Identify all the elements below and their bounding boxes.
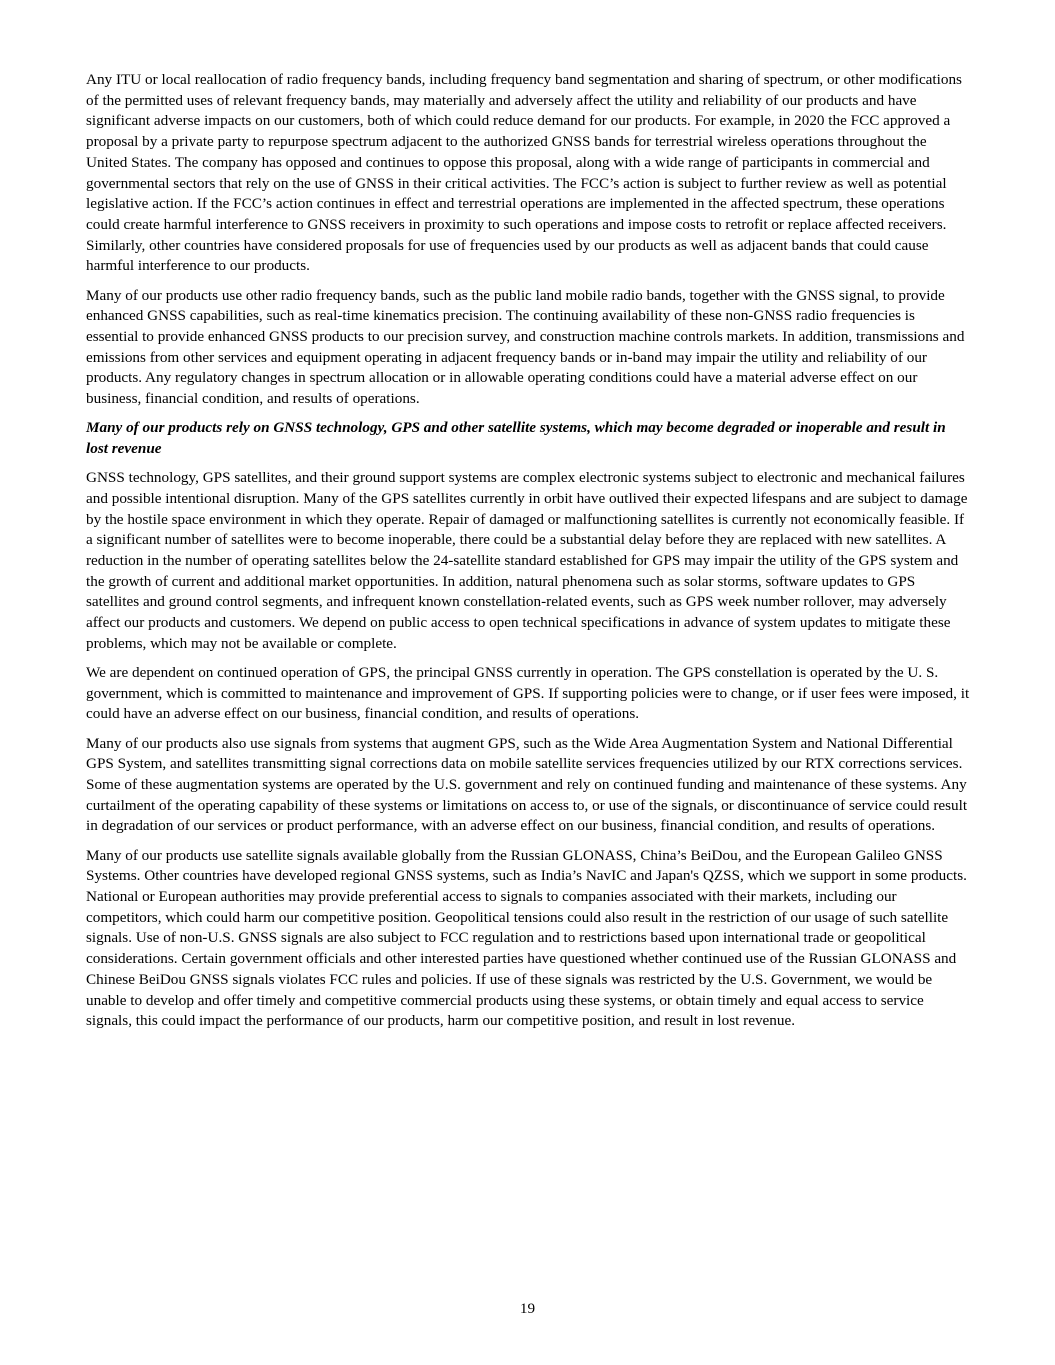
paragraph-global-signals: Many of our products use satellite signals available globally from the Russian GLONASS, China’s BeiDou, and the European Galileo GNSS Systems. Other countries have developed regional GNSS systems, such as India’s NavIC and Japan's QZSS, which we support in some products. National or European authorities may provide preferential access to signals to companies associated with their markets, including our competitors, which could harm our competitive position. Geopolitical tensions could also result in the restriction of our usage of such satellite signals. Use of non-U.S. GNSS signals are also subject to FCC regulation and to restrictions based upon international trade or geopolitical considerations. Certain government officials and other interested parties have questioned whether continued use of the Russian GLONASS and Chinese BeiDou GNSS signals violates FCC rules and policies. If use of these signals was restricted by the U.S. Government, we would be unable to develop and offer timely and competitive commercial products using these systems, or obtain timely and equal access to service signals, this could impact the performance of our products, harm our competitive position, and result in lost revenue. xyxy=(86,846,967,1030)
paragraph-gnss-technology: GNSS technology, GPS satellites, and their ground support systems are complex electronic systems subject to electronic and mechanical failures and possible intentional disruption. Many of the GPS satellites currently in orbit have outlived their expected lifespans and are subject to damage by the hostile space environment in which they operate. Repair of damaged or malfunctioning satellites is currently not economically feasible. If a significant number of satellites were to become inoperable, there could be a substantial delay before they are replaced with new satellites. A reduction in the number of operating satellites below the 24-satellite standard established for GPS may impair the utility of the GPS system and the growth of current and additional market opportunities. In addition, natural phenomena such as solar storms, software updates to GPS satellites and ground control segments, and infrequent known constellation-related events, such as GPS week number rollover, may adversely affect our products and customers. We depend on public access to open technical specifications in advance of system updates to mitigate these problems, which may not be available or complete. xyxy=(86,469,968,652)
paragraph-other-radio-bands: Many of our products use other radio frequency bands, such as the public land mobile radio bands, together with the GNSS signal, to provide enhanced GNSS capabilities, such as real-time kinematics precision. The continuing availability of these non-GNSS radio frequencies is essential to provide enhanced GNSS products to our precision survey, and construction machine controls markets. In addition, transmissions and emissions from other services and equipment operating in adjacent frequency bands or in-band may impair the utility and reliability of our products. Any regulatory changes in spectrum allocation or in allowable operating conditions could have a material adverse effect on our business, financial condition, and results of operations. xyxy=(86,286,965,408)
section-heading: Many of our products rely on GNSS technology, GPS and other satellite systems, which may become degraded or inoperable and result in lost revenue xyxy=(86,419,946,457)
paragraph-gps-dependence: We are dependent on continued operation of GPS, the principal GNSS currently in operation. The GPS constellation is operated by the U. S. government, which is committed to maintenance and improvement of GPS. If supporting policies were to change, or if user fees were imposed, it could have an adverse effect on our business, financial condition, and results of operations. xyxy=(86,663,970,723)
paragraph-augmentation-systems: Many of our products also use signals from systems that augment GPS, such as the Wide Area Augmentation System and National Differential GPS System, and satellites transmitting signal corrections data on mobile satellite services frequencies utilized by our RTX corrections services. Some of these augmentation systems are operated by the U.S. government and rely on continued funding and maintenance of these systems. Any curtailment of the operating capability of these systems or limitations on access to, or use of the signals, or discontinuance of service could result in degradation of our services or product performance, with an adverse effect on our business, financial condition, and results of operations. xyxy=(86,734,968,835)
paragraph-itu-reallocation: Any ITU or local reallocation of radio frequency bands, including frequency band segmentation and sharing of spectrum, or other modifications of the permitted uses of relevant frequency bands, may materially and adversely affect the utility and reliability of our products and have significant adverse impacts on our customers, both of which could reduce demand for our products. For example, in 2020 the FCC approved a proposal by a private party to repurpose spectrum adjacent to the authorized GNSS bands for terrestrial wireless operations throughout the United States. The company has opposed and continues to oppose this proposal, along with a wide range of participants in commercial and governmental sectors that rely on the use of GNSS in their critical activities. The FCC’s action is subject to further review as well as potential legislative action. If the FCC’s action continues in effect and terrestrial operations are implemented in the affected spectrum, these operations could create harmful interference to GNSS receivers in proximity to such operations and impose costs to retrofit or replace affected receivers. Similarly, other countries have considered proposals for use of frequencies used by our products as well as adjacent bands that could cause harmful interference to our products. xyxy=(86,71,962,275)
page-number: 19 xyxy=(519,1300,536,1317)
document-body xyxy=(86,70,970,1040)
